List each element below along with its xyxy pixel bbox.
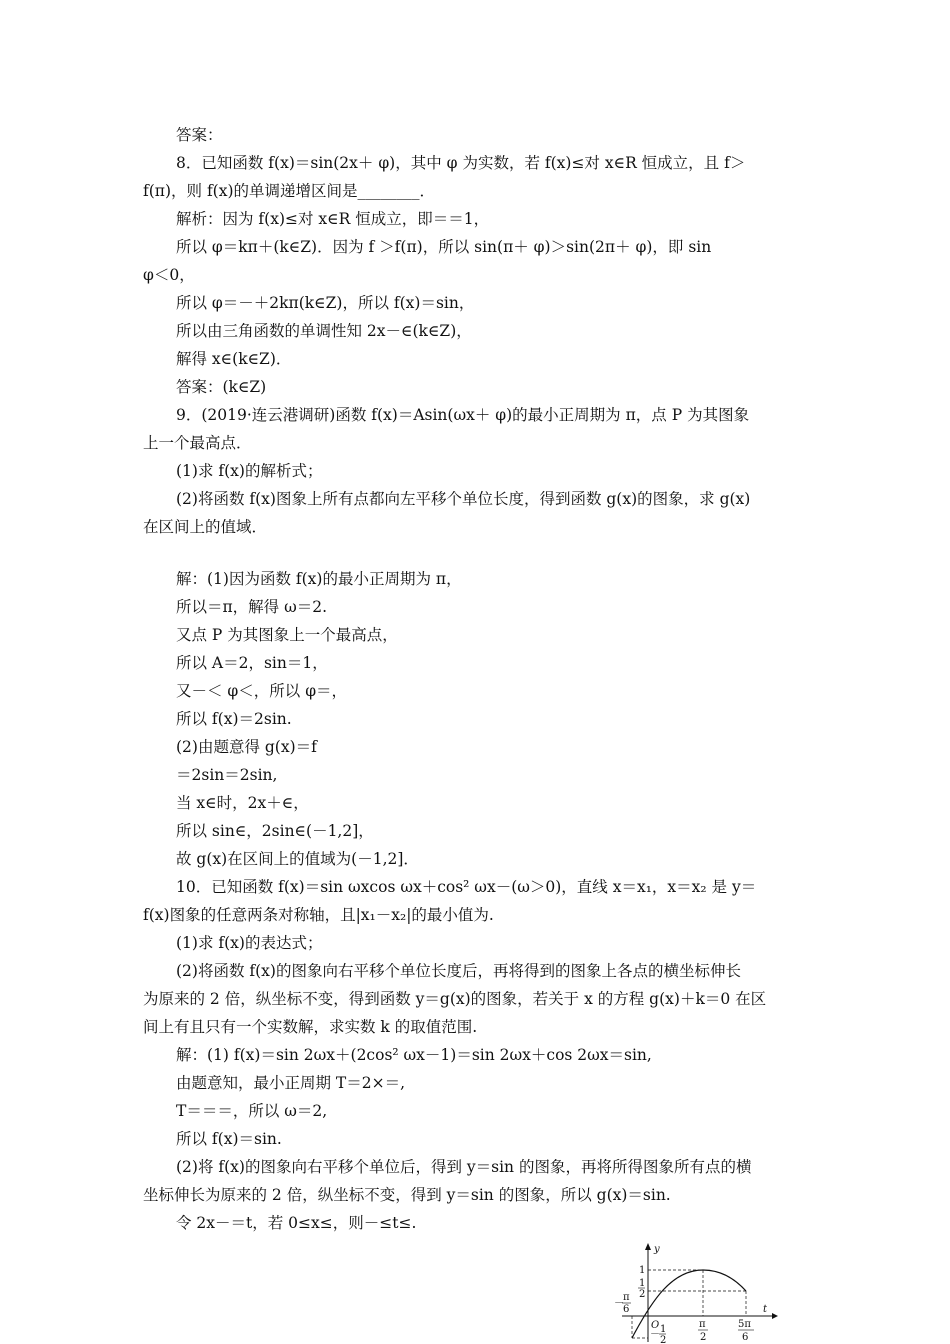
y-axis-arrow [645, 1243, 651, 1250]
problem-9-part-2-line-2: 在区间上的值域． [143, 518, 268, 536]
sine-graph-figure [612, 1240, 782, 1344]
solution-9-line-4: 所以 A＝2，sin＝1， [176, 654, 328, 672]
solution-9-line-1: 解：(1)因为函数 f(x)的最小正周期为 π， [176, 570, 462, 588]
t-tick-pi2-num: π [699, 1319, 706, 1330]
solution-10-line-7: 令 2x－＝t，若 0≤x≤，则－≤t≤. [176, 1214, 417, 1232]
origin-label: O [651, 1320, 660, 1331]
problem-9-line-1: 9．(2019·连云港调研)函数 f(x)＝Asin(ωx＋ φ)的最小正周期为 π，点 P 为其图象 [176, 406, 750, 424]
problem-10-line-2: f(x)图象的任意两条对称轴，且|x₁－x₂|的最小值为. [143, 906, 494, 924]
problem-10-line-1: 10．已知函数 f(x)＝sin ωxcos ωx＋cos² ωx－(ω＞0)，直线 x＝x₁，x＝x₂ 是 y＝ [176, 878, 757, 896]
solution-8-line-3: φ＜0， [143, 266, 195, 284]
t-tick-pi2-den: 2 [700, 1332, 707, 1343]
problem-10-part-2-line-1: (2)将函数 f(x)的图象向右平移个单位长度后，再将得到的图象上各点的横坐标伸长 [176, 962, 741, 980]
problem-10-part-1: (1)求 f(x)的表达式； [176, 934, 323, 952]
y-tick-neg-half-num: 1 [660, 1324, 667, 1335]
solution-10-line-1: 解：(1) f(x)＝sin 2ωx＋(2cos² ωx－1)＝sin 2ωx＋cos 2ωx＝sin, [176, 1046, 652, 1064]
solution-8-line-4: 所以 φ＝－＋2kπ(k∈Z)，所以 f(x)＝sin， [176, 294, 475, 312]
solution-9-line-7: (2)由题意得 g(x)＝f [176, 738, 317, 756]
y-tick-neg-half-den: 2 [660, 1335, 667, 1344]
solution-9-line-11: 故 g(x)在区间上的值域为(－1,2]． [176, 850, 419, 868]
answer-8: 答案：(k∈Z) [176, 378, 267, 396]
t-tick-5pi6-den: 6 [742, 1332, 749, 1343]
solution-10-line-5: (2)将 f(x)的图象向右平移个单位后，得到 y＝sin 的图象，再将所得图象所有点的横 [176, 1158, 752, 1176]
t-axis-label: t [763, 1304, 768, 1315]
solution-9-line-10: 所以 sin∈，2sin∈(－1,2]， [176, 822, 374, 840]
solution-9-line-3: 又点 P 为其图象上一个最高点， [176, 626, 398, 644]
t-axis-arrow [772, 1313, 778, 1319]
y-tick-half-num: 1 [639, 1278, 646, 1289]
t-tick-neg-pi6-minus: － [614, 1298, 624, 1309]
problem-8-line-2: f(π)，则 f(x)的单调递增区间是________． [143, 182, 436, 200]
problem-9-part-2-line-1: (2)将函数 f(x)图象上所有点都向左平移个单位长度，得到函数 g(x)的图象，求 g(x) [176, 490, 751, 508]
solution-10-line-4: 所以 f(x)＝sin. [176, 1130, 282, 1148]
problem-10-part-2-line-2: 为原来的 2 倍，纵坐标不变，得到函数 y＝g(x)的图象，若关于 x 的方程 g(x)＋k＝0 在区 [143, 990, 767, 1008]
t-tick-neg-pi6-den: 6 [623, 1304, 630, 1315]
solution-9-line-9: 当 x∈时，2x＋∈， [176, 794, 309, 812]
problem-8-line-1: 8．已知函数 f(x)＝sin(2x＋ φ)，其中 φ 为实数，若 f(x)≤对 x∈R 恒成立，且 f＞ [176, 154, 746, 172]
solution-9-line-8: ＝2sin＝2sin, [176, 766, 278, 784]
y-tick-1: 1 [639, 1265, 646, 1276]
solution-8-line-1: 解析：因为 f(x)≤对 x∈R 恒成立，即＝＝1， [176, 210, 490, 228]
solution-9-line-5: 又－＜ φ＜，所以 φ＝， [176, 682, 348, 700]
solution-10-line-3: T＝＝＝，所以 ω＝2, [176, 1102, 328, 1120]
y-axis-label: y [654, 1244, 660, 1255]
problem-10-part-2-line-3: 间上有且只有一个实数解，求实数 k 的取值范围. [143, 1018, 478, 1036]
t-tick-5pi6-num: 5π [738, 1319, 751, 1330]
solution-8-line-2: 所以 φ＝kπ＋(k∈Z)．因为 f ＞f(π)，所以 sin(π＋ φ)＞sin(2π＋ φ)，即 sin [176, 238, 712, 256]
solution-10-line-2: 由题意知，最小正周期 T＝2×＝, [176, 1074, 406, 1092]
answer-label-7: 答案： [176, 126, 223, 144]
solution-9-line-6: 所以 f(x)＝2sin. [176, 710, 292, 728]
solution-8-line-5: 所以由三角函数的单调性知 2x－∈(k∈Z)， [176, 322, 472, 340]
solution-9-line-2: 所以＝π，解得 ω＝2. [176, 598, 328, 616]
y-tick-neg-half-minus: － [650, 1329, 660, 1340]
sine-curve [632, 1270, 746, 1338]
y-tick-half-den: 2 [639, 1289, 646, 1300]
problem-9-part-1: (1)求 f(x)的解析式； [176, 462, 323, 480]
solution-8-line-6: 解得 x∈(k∈Z)． [176, 350, 292, 368]
problem-9-line-2: 上一个最高点． [143, 434, 252, 452]
t-tick-neg-pi6-num: π [623, 1292, 630, 1303]
solution-10-line-6: 坐标伸长为原来的 2 倍，纵坐标不变，得到 y＝sin 的图象，所以 g(x)＝sin. [143, 1186, 671, 1204]
